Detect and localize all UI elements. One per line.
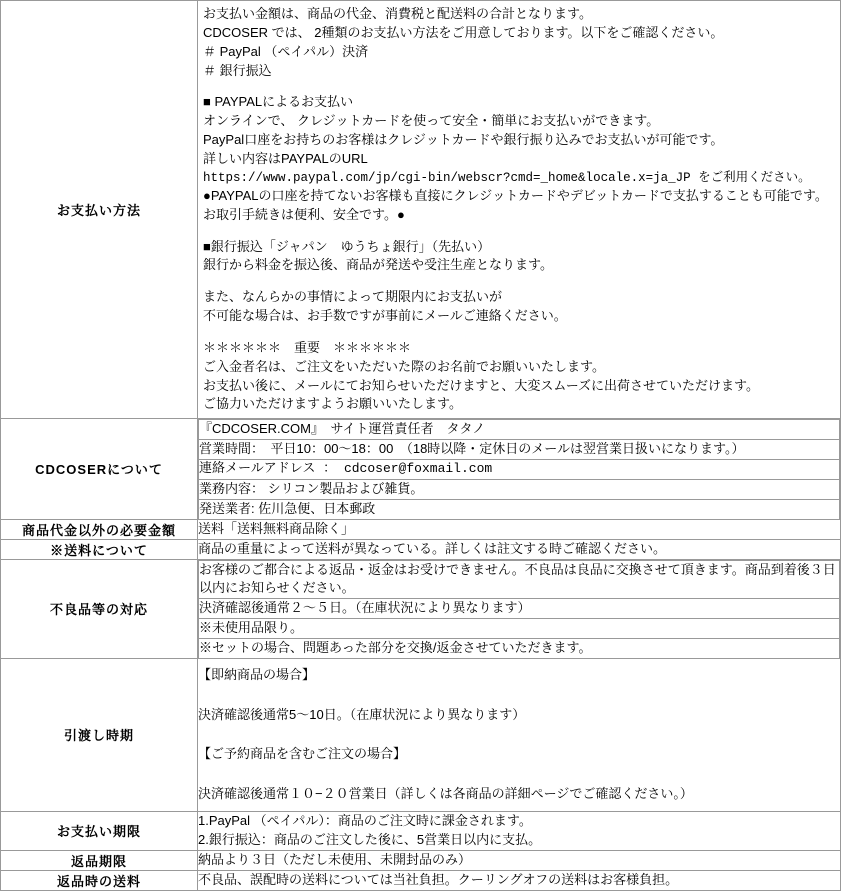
row-value-return-shipping	[198, 870, 841, 890]
delivery-line: 【ご予約商品を含むご注文の場合】	[198, 746, 407, 762]
paypal-url-line: https://www.paypal.com/jp/cgi-bin/webscr?cmd=_home&locale.x=ja_JP をご利用ください。	[203, 170, 811, 185]
payment-line: 詳しい内容はPAYPALのURL	[203, 150, 368, 166]
payment-spacer	[203, 225, 836, 238]
table-row	[1, 419, 841, 519]
payment-line: お支払い金額は、商品の代金、消費税と配送料の合計となります。	[203, 6, 592, 21]
about-sub-table	[198, 419, 840, 518]
row-value-shipping-fee	[198, 539, 841, 559]
payment-line: ご協力いただけますようお願いいたします。	[203, 396, 462, 412]
row-value-delivery-time	[198, 658, 841, 811]
row-label-extra-cost: 商品代金以外の必要金額	[1, 519, 198, 539]
table-row	[1, 658, 841, 811]
table-row	[1, 812, 841, 851]
list-item	[199, 599, 840, 619]
row-value-extra-cost	[198, 519, 841, 539]
row-value-payment-deadline	[198, 812, 841, 851]
list-item	[199, 560, 840, 599]
delivery-line: 決済確認後通常5〜10日。（在庫状況により異なります）	[198, 706, 526, 722]
defective-sub-body	[199, 560, 840, 658]
table-row	[1, 850, 841, 870]
defective-line: お客様のご都合による返品・返金はお受けできません。不良品は良品に交換させて頂きます。商品到着後３日以内にお知らせください。	[199, 560, 840, 599]
payment-line: お支払い後に、メールにてお知らせいただけますと、大変スムーズに出荷させていただけます。	[203, 377, 760, 393]
payment-line: ＃ 銀行振込	[203, 62, 272, 78]
defective-line: 決済確認後通常２〜５日。（在庫状況により異なります）	[199, 599, 840, 619]
payment-deadline-line: 2.銀行振込：商品のご注文した後に、5営業日以内に支払。	[198, 831, 542, 847]
defective-sub-table	[198, 560, 840, 658]
delivery-spacer	[198, 766, 840, 783]
return-shipping-line: 不良品、誤配時の送料については当社負担。クーリングオフの送料はお客様負担。	[198, 871, 679, 887]
table-row	[1, 519, 841, 539]
about-sub-body	[199, 420, 840, 519]
delivery-line: 決済確認後通常１０−２０営業日（詳しくは各商品の詳細ページでご確認ください。）	[198, 786, 693, 802]
table-body	[1, 1, 841, 891]
payment-line: また、なんらかの事情によって期限内にお支払いが	[203, 289, 503, 305]
payment-spacer	[203, 275, 836, 288]
row-value-defective-handling	[198, 559, 841, 658]
payment-line: 不可能な場合は、お手数ですが事前にメールご連絡ください。	[203, 308, 567, 324]
payment-spacer	[203, 80, 836, 93]
row-value-about-cdcoser	[198, 419, 841, 519]
row-label-payment-deadline: お支払い期限	[1, 812, 198, 851]
row-label-payment-method: お支払い方法	[1, 1, 198, 419]
about-line: 発送業者: 佐川急便、日本郵政	[199, 499, 840, 518]
about-line: 業務内容： シリコン製品および雑貨。	[199, 479, 840, 499]
defective-line: ※未使用品限り。	[199, 619, 840, 639]
list-item	[199, 420, 840, 440]
list-item	[199, 638, 840, 657]
defective-line: ※セットの場合、問題あった部分を交換/返金させていただきます。	[199, 638, 840, 657]
delivery-line: 【即納商品の場合】	[198, 666, 316, 682]
payment-method-block	[198, 1, 840, 418]
list-item	[199, 479, 840, 499]
extra-cost-line: 送料「送料無料商品除く」	[198, 520, 355, 536]
payment-line: CDCOSER では、 2種類のお支払い方法をご用意しております。以下をご確認ください。	[203, 24, 724, 40]
payment-line: ●PAYPALの口座を持てないお客様も直接にクレジットカードやデビットカードで支払することも可能です。	[203, 187, 828, 203]
row-label-return-deadline: 返品期限	[1, 850, 198, 870]
list-item	[199, 460, 840, 480]
table-row	[1, 559, 841, 658]
row-label-defective-handling: 不良品等の対応	[1, 559, 198, 658]
delivery-spacer	[198, 726, 840, 743]
about-email-line: 連絡メールアドレス ： cdcoser@foxmail.com	[199, 460, 840, 480]
payment-line: 銀行から料金を振込後、商品が発送や受注生産となります。	[203, 257, 553, 273]
row-label-about-cdcoser: CDCOSERについて	[1, 419, 198, 519]
list-item	[199, 440, 840, 460]
about-line: 営業時間： 平日10：00〜18：00 （18時以降・定休日のメールは翌営業日扱いになります。）	[199, 440, 840, 460]
list-item	[199, 499, 840, 518]
payment-line: お取引手続きは便利、安全です。●	[203, 206, 405, 222]
return-deadline-line: 納品より３日（ただし未使用、未開封品のみ）	[198, 851, 472, 867]
payment-deadline-line: 1.PayPal （ペイパル）：商品のご注文時に課金されます。	[198, 813, 532, 829]
table-row	[1, 1, 841, 419]
row-label-shipping-fee: ※送料について	[1, 539, 198, 559]
payment-line: ■ PAYPALによるお支払い	[203, 94, 354, 110]
shipping-fee-line: 商品の重量によって送料が異なっている。詳しくは註文する時ご確認ください。	[198, 540, 667, 556]
payment-line: オンラインで、 クレジットカードを使って安全・簡単にお支払いができます。	[203, 113, 660, 129]
table-row	[1, 870, 841, 890]
payment-line: ご入金者名は、ご注文をいただいた際のお名前でお願いいたします。	[203, 358, 605, 374]
payment-line: ＃ PayPal （ペイパル）決済	[203, 43, 369, 59]
payment-line: ■銀行振込「ジャパン ゆうちょ銀行」（先払い）	[203, 238, 491, 254]
list-item	[199, 619, 840, 639]
delivery-spacer	[198, 687, 840, 704]
row-label-return-shipping: 返品時の送料	[1, 870, 198, 890]
table-row	[1, 539, 841, 559]
payment-line: PayPal口座をお持ちのお客様はクレジットカードや銀行振り込みでお支払いが可能です。	[203, 132, 724, 148]
row-value-return-deadline	[198, 850, 841, 870]
row-label-delivery-time: 引渡し時期	[1, 658, 198, 811]
row-value-payment-method	[198, 1, 841, 419]
about-line: 『CDCOSER.COM』 サイト運営責任者 タタノ	[199, 420, 840, 440]
payment-line: ＊＊＊＊＊＊ 重要 ＊＊＊＊＊＊	[203, 339, 412, 355]
payment-spacer	[203, 326, 836, 339]
